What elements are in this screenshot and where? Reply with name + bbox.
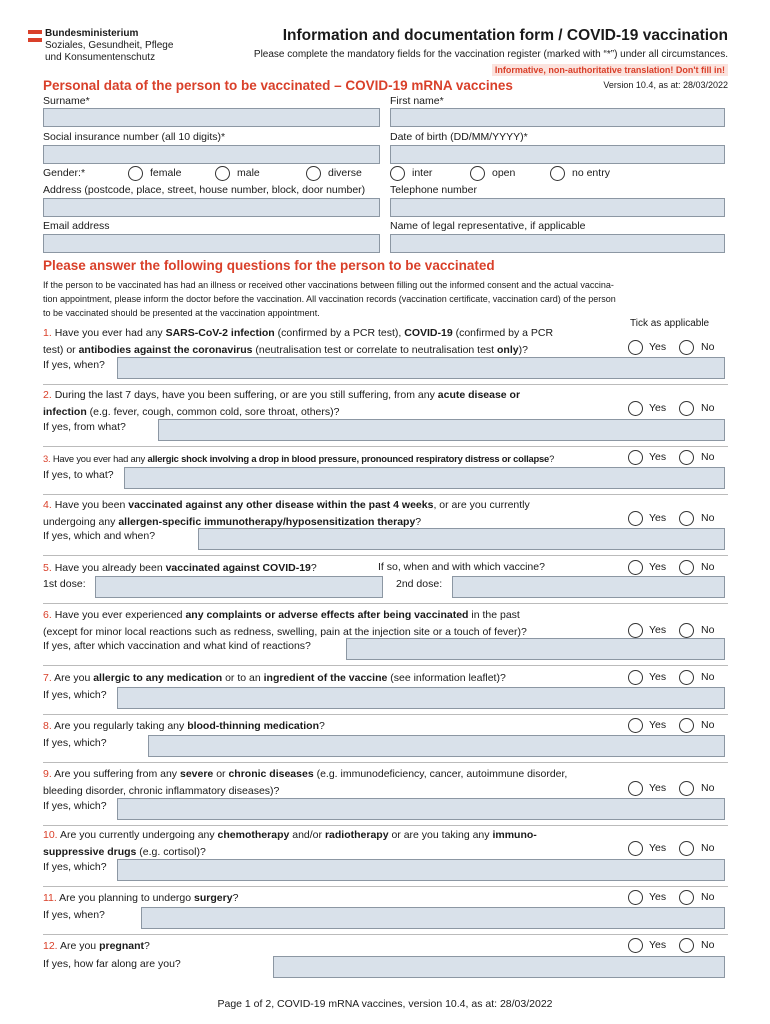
question-5: 5. Have you already been vaccinated against COVID-19? — [43, 562, 317, 574]
q6-no-radio[interactable] — [679, 623, 694, 638]
q8-answer-input[interactable] — [148, 735, 725, 757]
question-9: 9. Are you suffering from any severe or chronic diseases (e.g. immunodeficiency, cancer, autoimmune disorder, bleeding disorder, chronic inflammatory diseases)? — [43, 768, 568, 797]
gender-radio[interactable] — [128, 166, 143, 181]
question-8: 8. Are you regularly taking any blood-thinning medication? — [43, 720, 325, 732]
q4-no-radio[interactable] — [679, 511, 694, 526]
q11-no-radio[interactable] — [679, 890, 694, 905]
q7-sub-label: If yes, which? — [43, 689, 107, 701]
q5-yes-radio[interactable] — [628, 560, 643, 575]
q1-yes-radio[interactable] — [628, 340, 643, 355]
form-title: Information and documentation form / COVID-19 vaccination — [282, 27, 728, 44]
q10-yes-radio[interactable] — [628, 841, 643, 856]
question-4: 4. Have you been vaccinated against any other disease within the past 4 weeks, or are you currently undergoing any allergen-specific immunotherapy/hyposensitization therapy? — [43, 499, 530, 528]
q8-yes-radio[interactable] — [628, 718, 643, 733]
gender-radio[interactable] — [550, 166, 565, 181]
ministry-line-3: und Konsumentenschutz — [45, 52, 156, 63]
separator — [43, 886, 728, 887]
question-12: 12. Are you pregnant? — [43, 940, 150, 952]
q4-yes-radio[interactable] — [628, 511, 643, 526]
separator — [43, 665, 728, 666]
questions-intro — [43, 278, 616, 320]
separator — [43, 762, 728, 763]
q11-yes-radio[interactable] — [628, 890, 643, 905]
dob-input[interactable] — [390, 145, 725, 164]
address-label: Address (postcode, place, street, house number, block, door number) — [43, 184, 366, 196]
q3-answer-input[interactable] — [124, 467, 725, 489]
separator — [43, 384, 728, 385]
q4-sub-label: If yes, which and when? — [43, 530, 156, 542]
q2-yes-radio[interactable] — [628, 401, 643, 416]
email-input[interactable] — [43, 234, 380, 253]
q1-no-radio[interactable] — [679, 340, 694, 355]
personal-data-heading: Personal data of the person to be vaccinated – COVID-19 mRNA vaccines — [43, 78, 513, 93]
surname-input[interactable] — [43, 108, 380, 127]
surname-label: Surname* — [43, 95, 90, 107]
q7-yes-no: Yes No — [628, 670, 728, 686]
gender-radio[interactable] — [390, 166, 405, 181]
q10-answer-input[interactable] — [117, 859, 725, 881]
gender-radio[interactable] — [215, 166, 230, 181]
q6-answer-input[interactable] — [346, 638, 725, 660]
q2-answer-input[interactable] — [158, 419, 725, 441]
q7-answer-input[interactable] — [117, 687, 725, 709]
separator — [43, 714, 728, 715]
q3-no-radio[interactable] — [679, 450, 694, 465]
q4-yes-no: Yes No — [628, 511, 728, 527]
separator — [43, 555, 728, 556]
gender-radio[interactable] — [306, 166, 321, 181]
ministry-logo — [28, 30, 42, 42]
legal-rep-input[interactable] — [390, 234, 725, 253]
question-2: 2. During the last 7 days, have you been suffering, or are you still suffering, from any acute disease or infection (e.g. fever, cough, common cold, sore throat, others)? — [43, 389, 521, 418]
q3-yes-radio[interactable] — [628, 450, 643, 465]
ministry-line-1: Bundesministerium — [45, 28, 139, 39]
dob-label: Date of birth (DD/MM/YYYY)* — [390, 131, 528, 143]
question-11: 11. Are you planning to undergo surgery? — [43, 892, 239, 904]
separator — [43, 934, 728, 935]
tick-label: Tick as applicable — [630, 318, 710, 329]
q7-no-radio[interactable] — [679, 670, 694, 685]
first-name-label: First name* — [390, 95, 444, 107]
legal-rep-label: Name of legal representative, if applicable — [390, 220, 586, 232]
first-name-input[interactable] — [390, 108, 725, 127]
q12-yes-no: Yes No — [628, 938, 728, 954]
ministry-name — [45, 28, 173, 64]
q12-sub-label: If yes, how far along are you? — [43, 958, 181, 970]
q10-no-radio[interactable] — [679, 841, 694, 856]
q9-yes-radio[interactable] — [628, 781, 643, 796]
email-label: Email address — [43, 220, 110, 232]
q4-answer-input[interactable] — [198, 528, 725, 550]
gender-label: Gender:* — [43, 167, 86, 179]
question-1: 1. Have you ever had any SARS-CoV-2 infection (confirmed by a PCR test), COVID-19 (confirmed by a PCR test) or antibodies against the coronavirus (neutralisation test or correlate to neutralisation test only)? — [43, 327, 554, 356]
q6-yes-radio[interactable] — [628, 623, 643, 638]
q11-sub-label: If yes, when? — [43, 909, 105, 921]
q6-sub-label: If yes, after which vaccination and what kind of reactions? — [43, 640, 311, 652]
questions-heading: Please answer the following questions for the person to be vaccinated — [43, 258, 495, 273]
q5-when-label: If so, when and with which vaccine? — [378, 561, 545, 573]
q8-no-radio[interactable] — [679, 718, 694, 733]
separator — [43, 446, 728, 447]
gender-radio[interactable] — [470, 166, 485, 181]
question-3: 3. Have you ever had any allergic shock involving a drop in blood pressure, pronounced respiratory distress or collapse? — [43, 453, 555, 464]
q9-yes-no: Yes No — [628, 781, 728, 797]
q7-yes-radio[interactable] — [628, 670, 643, 685]
q10-yes-no: Yes No — [628, 841, 728, 857]
phone-input[interactable] — [390, 198, 725, 217]
q9-sub-label: If yes, which? — [43, 800, 107, 812]
intro-line-3: to be vaccinated should be presented at the vaccination appointment. — [43, 308, 320, 318]
q5-no-radio[interactable] — [679, 560, 694, 575]
page-footer: Page 1 of 2, COVID-19 mRNA vaccines, version 10.4, as at: 28/03/2022 — [217, 998, 553, 1010]
question-7: 7. Are you allergic to any medication or to an ingredient of the vaccine (see information leaflet)? — [43, 672, 506, 684]
q5-dose1-input[interactable] — [95, 576, 383, 598]
separator — [43, 603, 728, 604]
intro-line-1: If the person to be vaccinated has had an illness or received other vaccinations between filling out the informed consent and the actual vaccina- — [43, 280, 614, 290]
q1-yes-no: Yes No — [628, 340, 728, 356]
q11-yes-no: Yes No — [628, 890, 728, 906]
q12-yes-radio[interactable] — [628, 938, 643, 953]
q8-yes-no: Yes No — [628, 718, 728, 734]
q2-no-radio[interactable] — [679, 401, 694, 416]
austria-flag-icon — [28, 30, 42, 42]
form-subtitle: Please complete the mandatory fields for the vaccination register (marked with “*”) under all circumstances. — [253, 49, 728, 60]
translation-notice: Informative, non-authoritative translation! Don't fill in! — [492, 64, 728, 76]
phone-label: Telephone number — [390, 184, 477, 196]
q12-answer-input[interactable] — [273, 956, 725, 978]
q2-yes-no: Yes No — [628, 401, 728, 417]
ssn-label: Social insurance number (all 10 digits)* — [43, 131, 226, 143]
question-6: 6. Have you ever experienced any complaints or adverse effects after being vaccinated in the past (except for minor local reactions such as redness, swelling, pain at the injection site or a touch of fever)? — [43, 609, 527, 638]
q6-yes-no: Yes No — [628, 623, 728, 639]
q5-yes-no: Yes No — [628, 560, 728, 576]
q12-no-radio[interactable] — [679, 938, 694, 953]
q5-dose2-label: 2nd dose: — [396, 578, 443, 590]
q3-sub-label: If yes, to what? — [43, 469, 114, 481]
q11-answer-input[interactable] — [141, 907, 725, 929]
q9-no-radio[interactable] — [679, 781, 694, 796]
q3-yes-no: Yes No — [628, 450, 728, 466]
ssn-input[interactable] — [43, 145, 380, 164]
separator — [43, 825, 728, 826]
q9-answer-input[interactable] — [117, 798, 725, 820]
intro-line-2: tion appointment, please inform the doctor before the vaccination. All vaccination records (vaccination certificate, vaccination card) of the person — [43, 294, 616, 304]
q5-dose2-input[interactable] — [452, 576, 725, 598]
q1-answer-input[interactable] — [117, 357, 725, 379]
q1-sub-label: If yes, when? — [43, 359, 105, 371]
question-10: 10. Are you currently undergoing any chemotherapy and/or radiotherapy or are you taking any immuno- suppressive drugs (e.g. cortisol)? — [43, 829, 537, 858]
q10-sub-label: If yes, which? — [43, 861, 107, 873]
separator — [43, 494, 728, 495]
ministry-line-2: Soziales, Gesundheit, Pflege — [45, 40, 174, 51]
q5-dose1-label: 1st dose: — [43, 578, 86, 590]
address-input[interactable] — [43, 198, 380, 217]
version-label: Version 10.4, as at: 28/03/2022 — [603, 80, 728, 90]
q2-sub-label: If yes, from what? — [43, 421, 126, 433]
q8-sub-label: If yes, which? — [43, 737, 107, 749]
